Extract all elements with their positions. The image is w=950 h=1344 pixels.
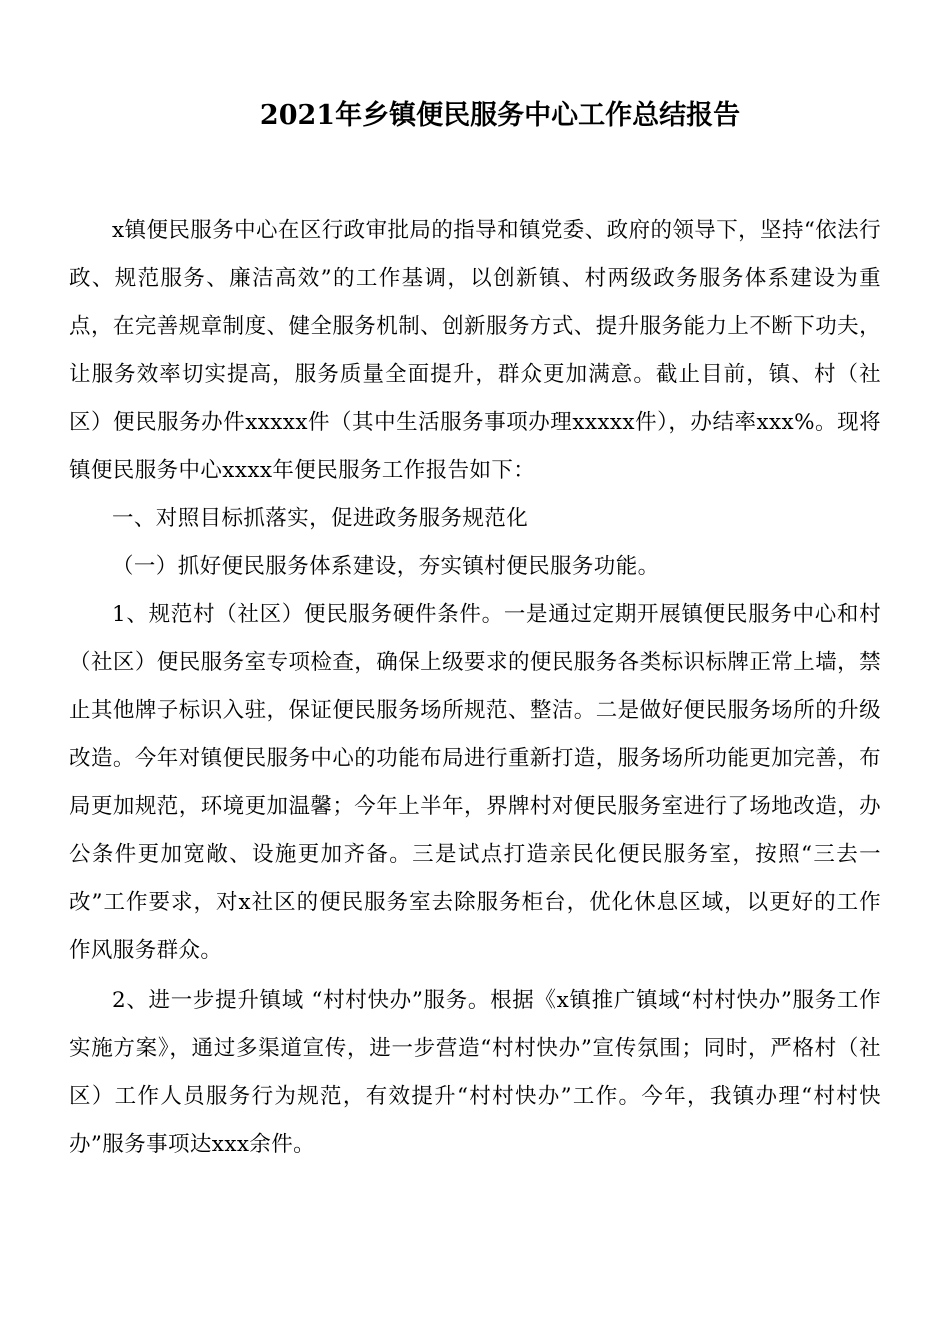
- document-body: [69, 207, 881, 1169]
- paragraph-item-1: 1、规范村（社区）便民服务硬件条件。一是通过定期开展镇便民服务中心和村（社区）便民服务室专项检查，确保上级要求的便民服务各类标识标牌正常上墙，禁止其他牌子标识入驻，保证便民服务场所规范、整洁。二是做好便民服务场所的升级改造。今年对镇便民服务中心的功能布局进行重新打造，服务场所功能更加完善，布局更加规范，环境更加温馨；今年上半年，界牌村对便民服务室进行了场地改造，办公条件更加宽敞、设施更加齐备。三是试点打造亲民化便民服务室，按照“三去一改”工作要求，对x社区的便民服务室去除服务柜台，优化休息区域，以更好的工作作风服务群众。: [69, 602, 881, 963]
- paragraph-item-2: 2、进一步提升镇域 “村村快办”服务。根据《x镇推广镇域“村村快办”服务工作实施方案》，通过多渠道宣传，进一步营造“村村快办”宣传氛围；同时，严格村（社区）工作人员服务行为规范，有效提升“村村快办”工作。今年，我镇办理“村村快办”服务事项达xxx余件。: [69, 988, 881, 1157]
- subsection-heading-1: （一）抓好便民服务体系建设，夯实镇村便民服务功能。: [112, 554, 660, 579]
- section-heading-1: 一、对照目标抓落实，促进政务服务规范化: [112, 506, 529, 531]
- document-title: 2021年乡镇便民服务中心工作总结报告: [259, 100, 741, 131]
- paragraph-intro: x镇便民服务中心在区行政审批局的指导和镇党委、政府的领导下，坚持“依法行政、规范服务、廉洁高效”的工作基调，以创新镇、村两级政务服务体系建设为重点，在完善规章制度、健全服务机制、创新服务方式、提升服务能力上不断下功夫，让服务效率切实提高，服务质量全面提升，群众更加满意。截止目前，镇、村（社区）便民服务办件xxxxx件（其中生活服务事项办理xxxxx件），办结率xxx%。现将镇便民服务中心xxxx年便民服务工作报告如下：: [69, 218, 881, 483]
